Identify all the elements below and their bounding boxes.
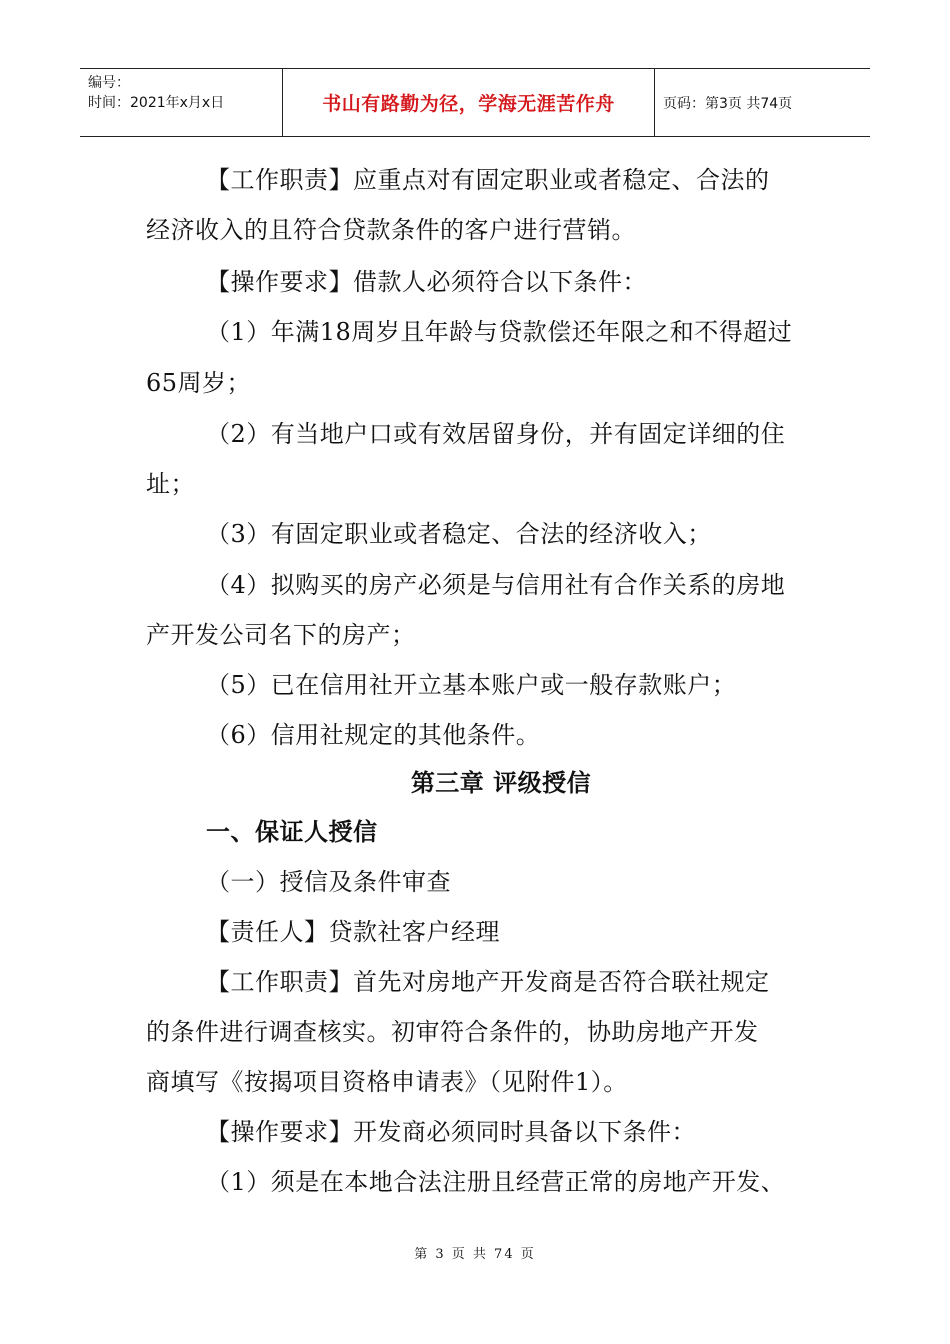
paragraph-line: （3）有固定职业或者稳定、合法的经济收入；	[206, 520, 712, 548]
header-table	[80, 68, 870, 137]
paragraph-line: 【责任人】贷款社客户经理	[206, 918, 500, 946]
paragraph-line: （6）信用社规定的其他条件。	[206, 721, 541, 749]
paragraph-line: （4）拟购买的房产必须是与信用社有合作关系的房地	[206, 571, 786, 599]
paragraph-line: 经济收入的且符合贷款条件的客户进行营销。	[146, 216, 636, 244]
paragraph-line: 产开发公司名下的房产；	[146, 621, 416, 649]
paragraph-line: （1）年满18周岁且年龄与贷款偿还年限之和不得超过	[206, 318, 793, 346]
paragraph-line: （2）有当地户口或有效居留身份，并有固定详细的住	[206, 420, 786, 448]
paragraph-line: 【操作要求】开发商必须同时具备以下条件：	[206, 1118, 696, 1146]
time-label: 时间：2021年x月x日	[88, 95, 225, 111]
paragraph-line: 商填写《按揭项目资格申请表》（见附件1）。	[146, 1068, 628, 1096]
subsection-heading: （一）授信及条件审查	[206, 868, 451, 896]
paragraph-line: 65周岁；	[146, 369, 252, 397]
paragraph-line: 址；	[146, 470, 195, 498]
section-heading: 一、保证人授信	[206, 818, 378, 846]
paragraph-line: 【工作职责】应重点对有固定职业或者稳定、合法的	[206, 166, 770, 194]
motto: 书山有路勤为径，学海无涯苦作舟	[283, 69, 655, 136]
chapter-heading: 第三章 评级授信	[410, 769, 592, 797]
paragraph-line: 【操作要求】借款人必须符合以下条件：	[206, 268, 647, 296]
page-info: 页码：第3页 共74页	[663, 95, 793, 112]
paragraph-line: 【工作职责】首先对房地产开发商是否符合联社规定	[206, 968, 770, 996]
header-meta-cell	[80, 69, 283, 136]
page-footer: 第 3 页 共 74 页	[414, 1247, 536, 1262]
paragraph-line: （5）已在信用社开立基本账户或一般存款账户；	[206, 671, 737, 699]
number-label: 编号：	[88, 75, 130, 91]
paragraph-line: （1）须是在本地合法注册且经营正常的房地产开发、	[206, 1168, 786, 1196]
paragraph-line: 的条件进行调查核实。初审符合条件的，协助房地产开发	[146, 1018, 759, 1046]
